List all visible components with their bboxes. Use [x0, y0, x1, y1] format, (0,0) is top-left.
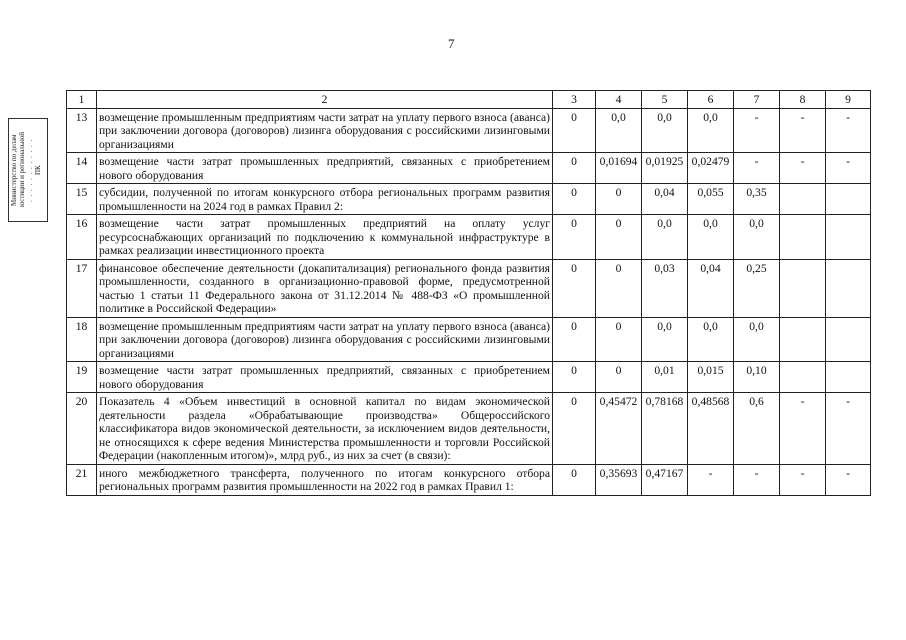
value-cell: 0,48568 [688, 393, 734, 465]
row-description: субсидии, полученной по итогам конкурсного отбора региональных программ развития промышленности на 2024 год в рамках Правил 2: [97, 184, 553, 215]
value-cell [826, 259, 871, 317]
table-header-row [67, 91, 871, 109]
value-cell: - [826, 393, 871, 465]
stamp-line: Министерство по делам [10, 134, 18, 206]
value-cell: - [734, 108, 780, 153]
row-number: 17 [67, 259, 97, 317]
value-cell: - [826, 153, 871, 184]
row-description: Показатель 4 «Объем инвестиций в основной капитал по видам экономической деятельности раздела «Обрабатывающие производства» Общероссийского классификатора видов экономической деятельности, за исключением видов деятельности, не относящихся к сфере ведения Министерства промышленности и торговли Российской Федерации (накопленным итогом)», млрд руб., из них за счет (в связи): [97, 393, 553, 465]
value-cell: 0,01694 [596, 153, 642, 184]
table-row [67, 215, 871, 260]
value-cell: 0,0 [642, 108, 688, 153]
value-cell: - [780, 108, 826, 153]
row-description: возмещение промышленным предприятиям части затрат на уплату первого взноса (аванса) при заключении договора (договоров) лизинга оборудования с российскими лизинговыми организациями [97, 317, 553, 362]
value-cell: 0,0 [688, 215, 734, 260]
value-cell: 0,0 [734, 317, 780, 362]
value-cell: 0 [553, 317, 596, 362]
value-cell [826, 215, 871, 260]
registration-stamp [8, 118, 48, 222]
page-number: 7 [448, 36, 455, 51]
value-cell: 0 [553, 108, 596, 153]
value-cell: 0 [596, 184, 642, 215]
row-description: финансовое обеспечение деятельности (докапитализация) регионального фонда развития промышленности, созданного в организационно-правовой форме, предусмотренной частью 1 статьи 11 Федерального закона от 31.12.2014 № 488-ФЗ «О промышленной политике в Российской Федерации» [97, 259, 553, 317]
table-row [67, 393, 871, 465]
value-cell: 0 [553, 184, 596, 215]
value-cell: 0,0 [688, 317, 734, 362]
value-cell: 0,055 [688, 184, 734, 215]
column-header: 3 [553, 91, 596, 109]
row-number: 13 [67, 108, 97, 153]
row-number: 15 [67, 184, 97, 215]
indicators-table [66, 90, 871, 496]
column-header: 8 [780, 91, 826, 109]
value-cell: 0,35693 [596, 464, 642, 495]
value-cell: 0 [596, 317, 642, 362]
value-cell: 0,0 [688, 108, 734, 153]
value-cell: 0 [553, 393, 596, 465]
row-number: 21 [67, 464, 97, 495]
value-cell [780, 184, 826, 215]
table-row [67, 108, 871, 153]
value-cell: 0,0 [642, 317, 688, 362]
value-cell: 0,47167 [642, 464, 688, 495]
value-cell [780, 317, 826, 362]
stamp-line: . . . . . . . . . . . . [26, 138, 34, 202]
row-description: возмещение промышленным предприятиям части затрат на уплату первого взноса (аванса) при заключении договора (договоров) лизинга оборудования с российскими лизинговыми организациями [97, 108, 553, 153]
column-header: 5 [642, 91, 688, 109]
row-description: возмещение части затрат промышленных предприятий, связанных с приобретением нового оборудования [97, 362, 553, 393]
value-cell: 0,01 [642, 362, 688, 393]
value-cell: - [780, 464, 826, 495]
column-header: 7 [734, 91, 780, 109]
value-cell: - [826, 464, 871, 495]
column-header: 2 [97, 91, 553, 109]
value-cell [826, 317, 871, 362]
row-number: 18 [67, 317, 97, 362]
value-cell: 0,78168 [642, 393, 688, 465]
row-description: иного межбюджетного трансферта, полученного по итогам конкурсного отбора региональных программ развития промышленности на 2022 год в рамках Правил 1: [97, 464, 553, 495]
table-row [67, 317, 871, 362]
value-cell: 0,0 [734, 215, 780, 260]
value-cell: 0,6 [734, 393, 780, 465]
value-cell: 0 [553, 215, 596, 260]
value-cell: - [780, 393, 826, 465]
value-cell: - [734, 153, 780, 184]
column-header: 1 [67, 91, 97, 109]
value-cell: 0,25 [734, 259, 780, 317]
stamp-line: юстиции и региональной [18, 132, 26, 208]
value-cell: 0 [596, 362, 642, 393]
table-row [67, 184, 871, 215]
value-cell: 0 [553, 464, 596, 495]
value-cell [826, 184, 871, 215]
table-row [67, 464, 871, 495]
value-cell [780, 362, 826, 393]
value-cell: 0,0 [642, 215, 688, 260]
row-number: 16 [67, 215, 97, 260]
value-cell [780, 259, 826, 317]
value-cell: 0,0 [596, 108, 642, 153]
table-row [67, 153, 871, 184]
value-cell: 0,015 [688, 362, 734, 393]
value-cell: - [734, 464, 780, 495]
value-cell: 0 [596, 215, 642, 260]
value-cell: 0,03 [642, 259, 688, 317]
column-header: 9 [826, 91, 871, 109]
row-number: 19 [67, 362, 97, 393]
value-cell: 0,10 [734, 362, 780, 393]
value-cell: 0,04 [688, 259, 734, 317]
value-cell: 0 [553, 362, 596, 393]
row-number: 20 [67, 393, 97, 465]
row-number: 14 [67, 153, 97, 184]
value-cell: 0 [553, 259, 596, 317]
value-cell: - [780, 153, 826, 184]
value-cell: 0 [596, 259, 642, 317]
value-cell: 0,35 [734, 184, 780, 215]
row-description: возмещение части затрат промышленных предприятий на оплату услуг ресурсоснабжающих организаций по подключению к коммунальной инфраструктуре в рамках реализации инвестиционного проекта [97, 215, 553, 260]
value-cell [826, 362, 871, 393]
value-cell: 0 [553, 153, 596, 184]
value-cell: 0,04 [642, 184, 688, 215]
value-cell: - [826, 108, 871, 153]
value-cell: 0,01925 [642, 153, 688, 184]
table-row [67, 259, 871, 317]
value-cell [780, 215, 826, 260]
value-cell: 0,02479 [688, 153, 734, 184]
row-description: возмещение части затрат промышленных предприятий, связанных с приобретением нового оборудования [97, 153, 553, 184]
column-header: 4 [596, 91, 642, 109]
value-cell: - [688, 464, 734, 495]
stamp-line: ПК [34, 165, 42, 175]
table-row [67, 362, 871, 393]
value-cell: 0,45472 [596, 393, 642, 465]
column-header: 6 [688, 91, 734, 109]
